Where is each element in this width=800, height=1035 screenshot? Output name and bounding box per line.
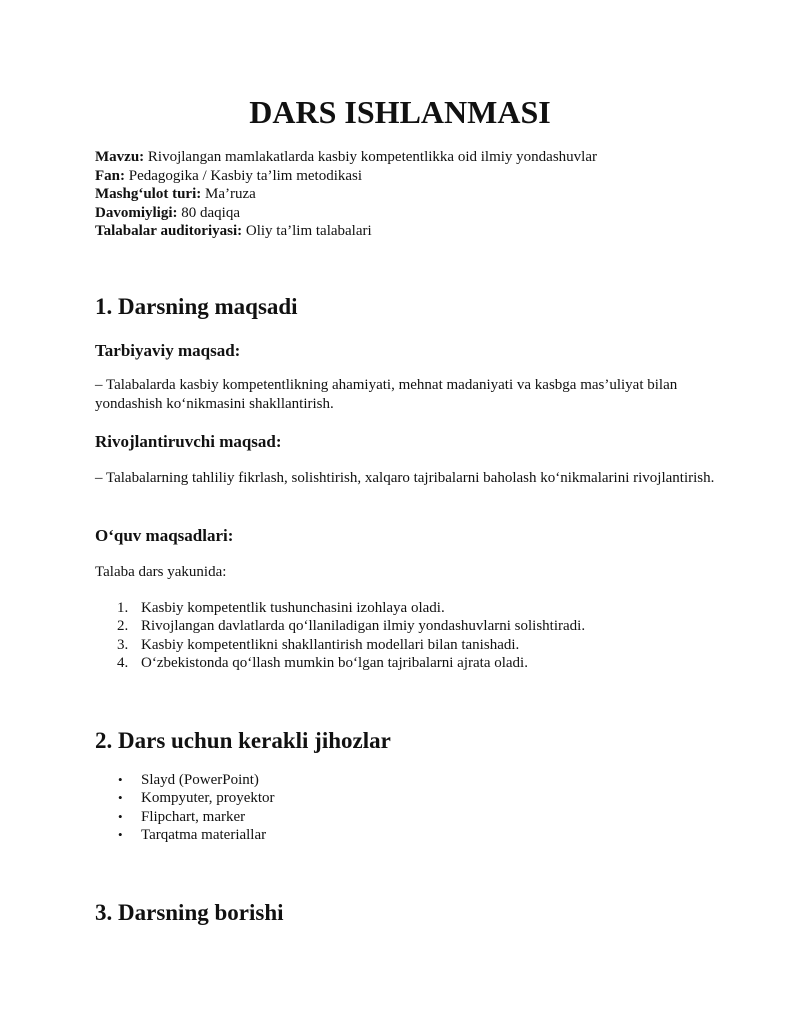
list-number: 1.	[117, 600, 129, 616]
info-value: Ma’ruza	[201, 186, 256, 202]
info-label: Talabalar auditoriyasi:	[95, 223, 243, 239]
list-item	[95, 617, 585, 635]
section-heading-goals: 1. Darsning maqsadi	[95, 294, 298, 319]
list-item-text: Flipchart, marker	[141, 808, 246, 825]
developmental-goal-text: – Talabalarning tahliliy fikrlash, solishtirish, xalqaro tajribalarni baholash ko‘nikmalarini rivojlantirish.	[95, 470, 715, 486]
info-value: Oliy ta’lim talabalari	[242, 223, 372, 239]
list-item-text: Slayd (PowerPoint)	[141, 772, 259, 788]
info-row-duration	[95, 204, 597, 223]
list-item	[95, 636, 585, 654]
list-item	[95, 826, 275, 844]
list-item-text: Kasbiy kompetentlikni shakllantirish modellari bilan tanishadi.	[141, 636, 520, 653]
list-item	[95, 808, 275, 826]
equipment-list	[95, 771, 275, 844]
list-number: 3.	[117, 636, 129, 653]
list-item	[95, 771, 275, 789]
list-item-text: Kompyuter, proyektor	[141, 790, 275, 807]
info-row-audience	[95, 222, 597, 241]
list-number: 4.	[117, 654, 129, 671]
list-item-text: O‘zbekistonda qo‘llash mumkin bo‘lgan tajribalarni ajrata oladi.	[141, 654, 528, 671]
educational-goal-text: – Talabalarda kasbiy kompetentlikning ahamiyati, mehnat madaniyati va kasbga mas’uliyat bilan yondashish ko‘nikmasini shakllantirish.	[95, 377, 678, 412]
info-value: Rivojlangan mamlakatlarda kasbiy kompetentlikka oid ilmiy yondashuvlar	[144, 149, 597, 165]
bullet-icon: •	[118, 826, 123, 842]
info-row-topic	[95, 148, 597, 167]
bullet-icon: •	[118, 808, 123, 824]
list-item-text: Tarqatma materiallar	[141, 826, 267, 843]
list-item-text: Rivojlangan davlatlarda qo‘llaniladigan ilmiy yondashuvlarni solishtiradi.	[141, 618, 586, 635]
list-item	[95, 654, 585, 672]
info-value: Pedagogika / Kasbiy ta’lim metodikasi	[125, 167, 363, 184]
lesson-info-list	[95, 148, 597, 241]
bullet-icon: •	[118, 772, 123, 787]
learning-goals-intro: Talaba dars yakunida:	[95, 564, 227, 580]
subheading-learning-goals: O‘quv maqsadlari:	[95, 526, 234, 545]
info-label: Davomiyligi:	[95, 204, 178, 221]
info-label: Fan:	[95, 167, 125, 184]
list-number: 2.	[117, 618, 129, 635]
learning-goals-list	[95, 599, 585, 672]
info-value: 80 daqiqa	[177, 204, 240, 221]
document-title: DARS ISHLANMASI	[249, 94, 551, 130]
bullet-icon: •	[118, 790, 123, 806]
list-item	[95, 789, 275, 807]
list-item	[95, 599, 585, 617]
info-row-session-type	[95, 185, 597, 204]
info-row-subject	[95, 167, 597, 186]
section-heading-equipment: 2. Dars uchun kerakli jihozlar	[95, 728, 391, 753]
list-item-text: Kasbiy kompetentlik tushunchasini izohlaya oladi.	[141, 600, 445, 616]
subheading-developmental-goal: Rivojlantiruvchi maqsad:	[95, 432, 282, 451]
info-label: Mavzu:	[95, 149, 145, 165]
info-label: Mashg‘ulot turi:	[95, 186, 202, 202]
section-heading-lesson-flow: 3. Darsning borishi	[95, 900, 284, 925]
subheading-educational-goal: Tarbiyaviy maqsad:	[95, 341, 241, 360]
